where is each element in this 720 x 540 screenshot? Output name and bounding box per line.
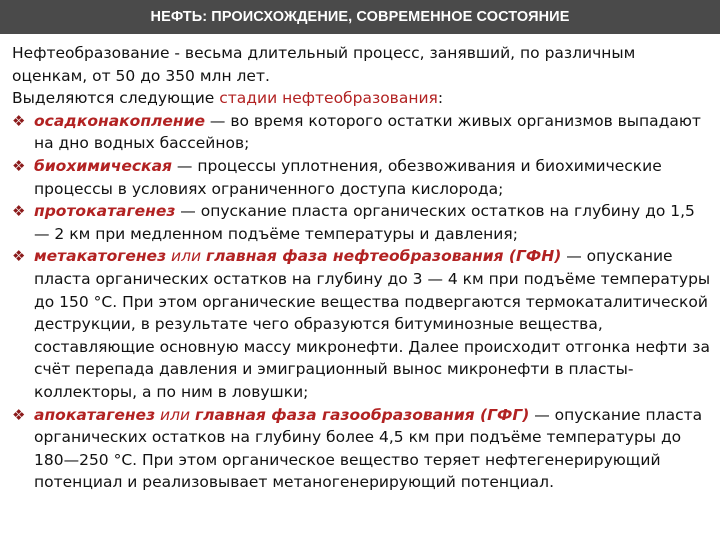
- stage-term: апокатагенез: [34, 405, 156, 424]
- stage-description: — процессы уплотнения, обезвоживания и биохимические процессы в условиях ограниченного доступа кислорода;: [34, 156, 662, 198]
- intro-line-1: Нефтеобразование - весьма длительный процесс, занявший, по различным: [12, 44, 636, 62]
- intro-line-3: [12, 87, 714, 110]
- diamond-bullet-icon: ❖: [12, 111, 26, 130]
- stage-term-alt: главная фаза газообразования (ГФГ): [195, 405, 530, 424]
- stage-description: — во время которого остатки живых организмов выпадают на дно водных бассейнов;: [34, 111, 701, 153]
- stage-item-biochemical: [12, 155, 714, 200]
- intro-suffix: :: [437, 89, 444, 108]
- stage-term-connector: или: [166, 247, 206, 266]
- diamond-bullet-icon: ❖: [12, 247, 26, 266]
- stage-item-sedimentation: [12, 110, 714, 155]
- intro-prefix: Выделяются следующие: [12, 89, 220, 108]
- title-bar: [0, 0, 720, 34]
- slide-content: [12, 42, 714, 494]
- stage-description: — опускание пласта органических остатков на глубину до 1,5 — 2 км при медленном подъёме температуры и давления;: [34, 202, 695, 243]
- diamond-bullet-icon: ❖: [12, 405, 26, 424]
- diamond-bullet-icon: ❖: [12, 202, 26, 221]
- stage-term: протокатагенез: [34, 202, 176, 221]
- diamond-bullet-icon: ❖: [12, 156, 26, 175]
- stage-term: осадконакопление: [34, 111, 205, 130]
- stage-term-alt: главная фаза нефтеобразования (ГФН): [206, 247, 562, 266]
- stage-term: метакатогенез: [34, 247, 167, 266]
- stage-item-metacatagenesis: [12, 245, 714, 403]
- stage-description: — опускание пласта органических остатков на глубину до 3 — 4 км при подъёме температуры до 150 °С. При этом органические вещества подвергаются термокаталитической деструкции, в результате чего образуются битуминозные вещества, составляющие основную массу микронефти. Далее происходит отгонка нефти за счёт перепада давления и эмиграционный вынос микронефти в пласты-коллекторы, а по ним в ловушки;: [34, 247, 711, 401]
- slide-title: НЕФТЬ: ПРОИСХОЖДЕНИЕ, СОВРЕМЕННОЕ СОСТОЯНИЕ: [150, 9, 570, 25]
- stage-item-apocatagenesis: [12, 404, 714, 494]
- stages-highlight: стадии нефтеобразования: [219, 89, 438, 108]
- stage-description: — опускание пласта органических остатков на глубину более 4,5 км при подъёме температуры до 180—250 °С. При этом органическое вещество теряет нефтегенерирующий потенциал и реализовывает метаногенерирующий потенциал.: [34, 405, 703, 492]
- stage-item-protocatagenesis: [12, 200, 714, 245]
- intro-line-2: оценкам, от 50 до 350 млн лет.: [12, 66, 270, 85]
- stage-term: биохимическая: [34, 156, 172, 175]
- stage-term-connector: или: [155, 405, 196, 424]
